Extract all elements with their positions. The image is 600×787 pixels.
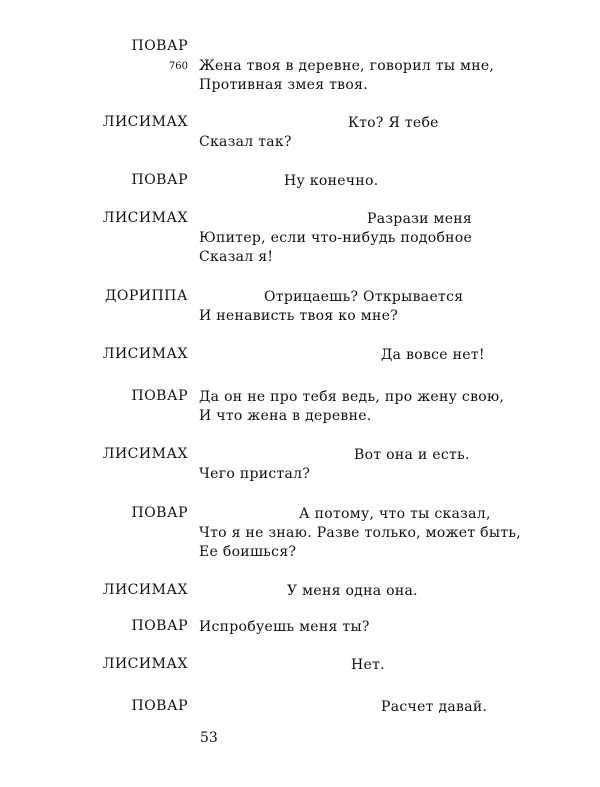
dialogue-line: Жена твоя в деревне, говорил ты мне, [199, 58, 495, 74]
dialogue-line: Вот она и есть. [354, 447, 470, 463]
speaker-name: ПОВАР [131, 388, 188, 404]
page-number: 53 [200, 730, 218, 746]
speaker-name: ПОВАР [131, 698, 188, 714]
dialogue-line: И ненависть твоя ко мне? [199, 308, 399, 324]
dialogue-line: Юпитер, если что-нибудь подобное [199, 230, 473, 246]
dialogue-line: Ну конечно. [284, 173, 379, 189]
speaker-name: ПОВАР [131, 618, 188, 634]
speaker-name: ПОВАР [131, 505, 188, 521]
dialogue-line: Сказал так? [199, 134, 292, 150]
dialogue-line: Ее боишься? [199, 544, 297, 560]
speaker-name: ЛИСИМАХ [102, 346, 188, 362]
speaker-name: ЛИСИМАХ [102, 114, 188, 130]
verse-line-number: 760 [168, 61, 188, 72]
speaker-name: ПОВАР [131, 38, 188, 54]
speaker-name: ЛИСИМАХ [102, 656, 188, 672]
dialogue-line: И что жена в деревне. [199, 408, 372, 424]
speaker-name: ДОРИППА [104, 288, 188, 304]
dialogue-line: Испробуешь меня ты? [199, 619, 370, 635]
dialogue-line: Кто? Я тебе [348, 115, 439, 131]
dialogue-line: Сказал я! [199, 249, 274, 265]
dialogue-line: Разрази меня [367, 211, 473, 227]
dialogue-line: А потому, что ты сказал, [299, 506, 491, 522]
dialogue-line: Отрицаешь? Открывается [264, 289, 464, 305]
dialogue-line: Нет. [351, 657, 385, 673]
dialogue-line: У меня одна она. [287, 583, 418, 599]
speaker-name: ПОВАР [131, 172, 188, 188]
dialogue-line: Противная змея твоя. [199, 77, 368, 93]
dialogue-line: Чего пристал? [199, 466, 311, 482]
dialogue-line: Да вовсе нет! [381, 347, 485, 363]
speaker-name: ЛИСИМАХ [102, 582, 188, 598]
dialogue-line: Что я не знаю. Разве только, может быть, [199, 525, 522, 541]
dialogue-line: Да он не про тебя ведь, про жену свою, [199, 389, 505, 405]
dialogue-line: Расчет давай. [381, 699, 488, 715]
speaker-name: ЛИСИМАХ [102, 210, 188, 226]
speaker-name: ЛИСИМАХ [102, 446, 188, 462]
